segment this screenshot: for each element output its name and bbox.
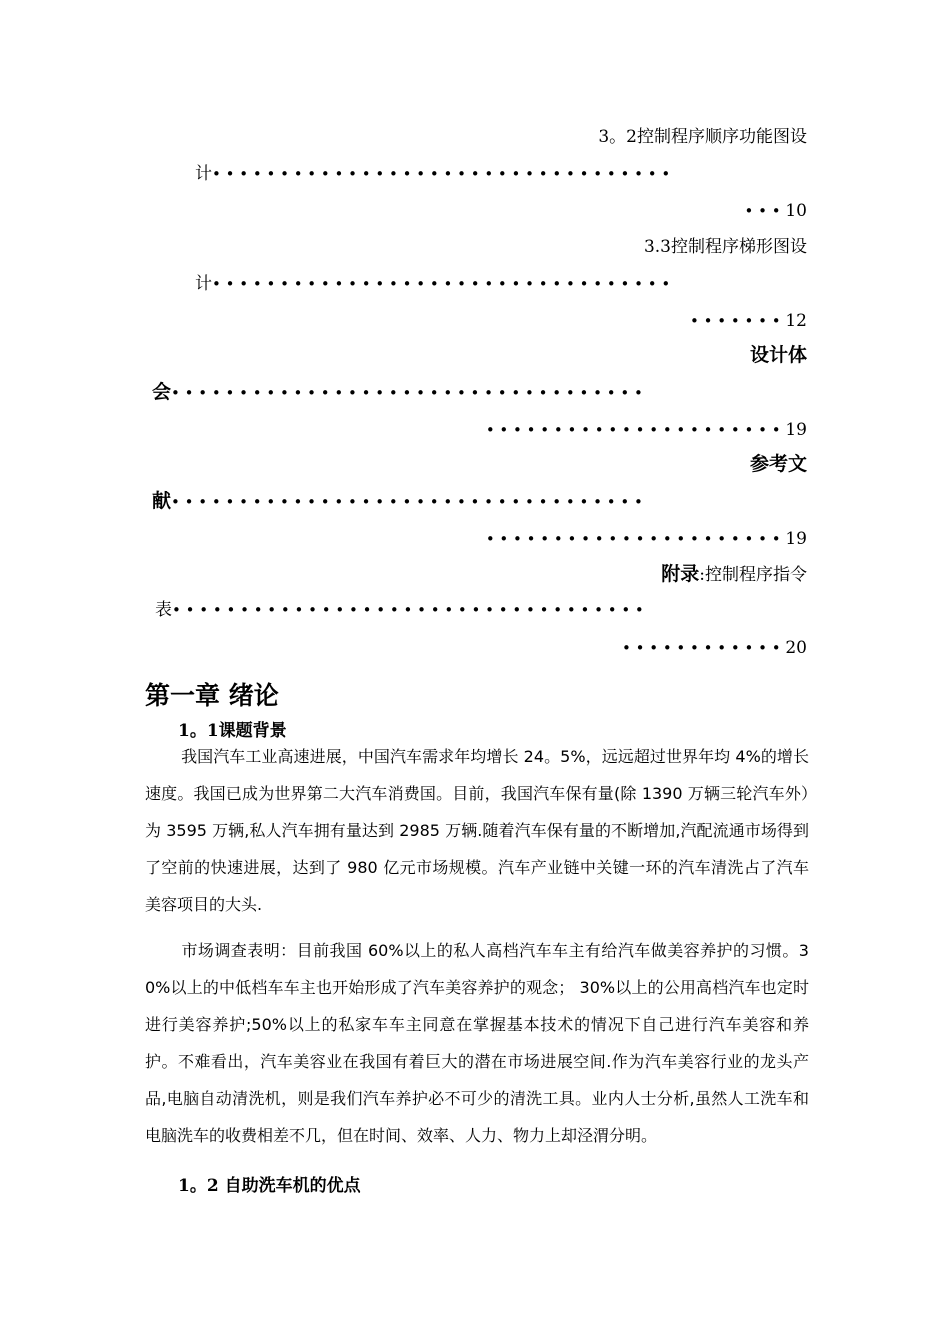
toc-dot-leader: • • •	[744, 202, 786, 220]
toc-entry-references-title: 参考文	[749, 453, 807, 475]
toc-entry-3-3-line	[195, 273, 670, 295]
toc-dot-leader: • • • • • • • • • • • • • • • • • • • • • • • • • • • • • • • • • • •	[172, 601, 644, 619]
toc-entry-3-2-line	[195, 163, 670, 185]
toc-dot-leader: • • • • • • •	[690, 312, 786, 330]
toc-entry-appendix-title-rest: :控制程序指令	[699, 565, 807, 585]
toc-entry-appendix-title-bold: 附录	[661, 563, 700, 585]
toc-entry-appendix-page-line	[622, 637, 807, 659]
toc-entry-experience-page-line	[486, 419, 807, 441]
toc-entry-3-2-title: 3。2控制程序顺序功能图设	[598, 127, 807, 147]
section-1-1-paragraph-2-text: 市场调查表明：目前我国 60%以上的私人高档汽车车主有给汽车做美容养护的习惯。30%以上的中低档车车主也开始形成了汽车美容养护的观念； 30%以上的公用高档汽车也定时进行美容养护;50%以上的私家车车主同意在掌握基本技术的情况下自己进行汽车美容和养护。不难看出，汽车美容业在我国有着巨大的潜在市场进展空间.作为汽车美容行业的龙头产品,电脑自动清洗机，则是我们汽车养护必不可少的清洗工具。业内人士分析,虽然人工洗车和电脑洗车的收费相差不几，但在时间、效率、人力、物力上却泾渭分明。	[145, 941, 809, 1145]
section-1-1-paragraph-1-text: 我国汽车工业高速进展，中国汽车需求年均增长 24。5%，远远超过世界年均 4%的增长速度。我国已成为世界第二大汽车消费国。目前，我国汽车保有量(除 1390 万辆三轮汽车外）为 3595 万辆,私人汽车拥有量达到 2985 万辆.随着汽车保有量的不断增加,汽配流通市场得到了空前的快速进展，达到了 980 亿元市场规模。汽车产业链中关键一环的汽车清洗占了汽车美容项目的大头.	[145, 747, 809, 914]
toc-entry-3-3-title: 3.3控制程序梯形图设	[643, 237, 807, 257]
toc-entry-3-3-page-line	[690, 310, 807, 332]
toc-dot-leader: • • • • • • • • • • • • • • • • • • • • • • • • • • • • • • • • • • •	[171, 384, 643, 402]
toc-entry-experience-title: 设计体	[749, 344, 807, 366]
toc-dot-leader: • • • • • • • • • • • • • • • • • • • • • • • • • • • • • • • • • •	[212, 275, 671, 293]
toc-dot-leader: • • • • • • • • • • • • • • • • • • • • • •	[485, 530, 786, 548]
toc-entry-references-wrap: 献	[152, 490, 172, 512]
section-1-1-heading: 1。1课题背景	[178, 721, 287, 741]
toc-entry-appendix-wrap: 表	[155, 600, 172, 620]
toc-entry-3-2-page: 10	[785, 201, 807, 221]
toc-entry-experience-wrap: 会	[152, 381, 172, 403]
toc-dot-leader: • • • • • • • • • • • • • • • • • • • • • •	[485, 421, 786, 439]
toc-dot-leader: • • • • • • • • • • • • • • • • • • • • • • • • • • • • • • • • • •	[212, 165, 671, 183]
toc-entry-3-3-wrap: 计	[195, 274, 212, 294]
section-1-1-paragraph-2	[145, 932, 809, 1154]
toc-entry-3-2-page-line	[745, 200, 808, 222]
chapter-title: 第一章 绪论	[145, 681, 279, 710]
toc-entry-experience-page: 19	[785, 420, 807, 440]
toc-dot-leader: • • • • • • • • • • • • • • • • • • • • • • • • • • • • • • • • • • •	[171, 493, 643, 511]
toc-entry-appendix-line	[155, 599, 644, 621]
section-1-2-heading: 1。2 自助洗车机的优点	[178, 1176, 361, 1196]
toc-entry-3-2-wrap: 计	[195, 164, 212, 184]
section-1-1-paragraph-1	[145, 738, 809, 923]
toc-entry-references-page: 19	[785, 529, 807, 549]
toc-dot-leader: • • • • • • • • • • • •	[621, 639, 786, 657]
toc-entry-appendix-title	[661, 563, 807, 586]
toc-entry-3-3-page: 12	[785, 311, 807, 331]
toc-entry-references-page-line	[486, 528, 807, 550]
toc-entry-appendix-page: 20	[785, 638, 807, 658]
toc-entry-experience-line	[152, 381, 643, 404]
toc-entry-references-line	[152, 490, 643, 513]
